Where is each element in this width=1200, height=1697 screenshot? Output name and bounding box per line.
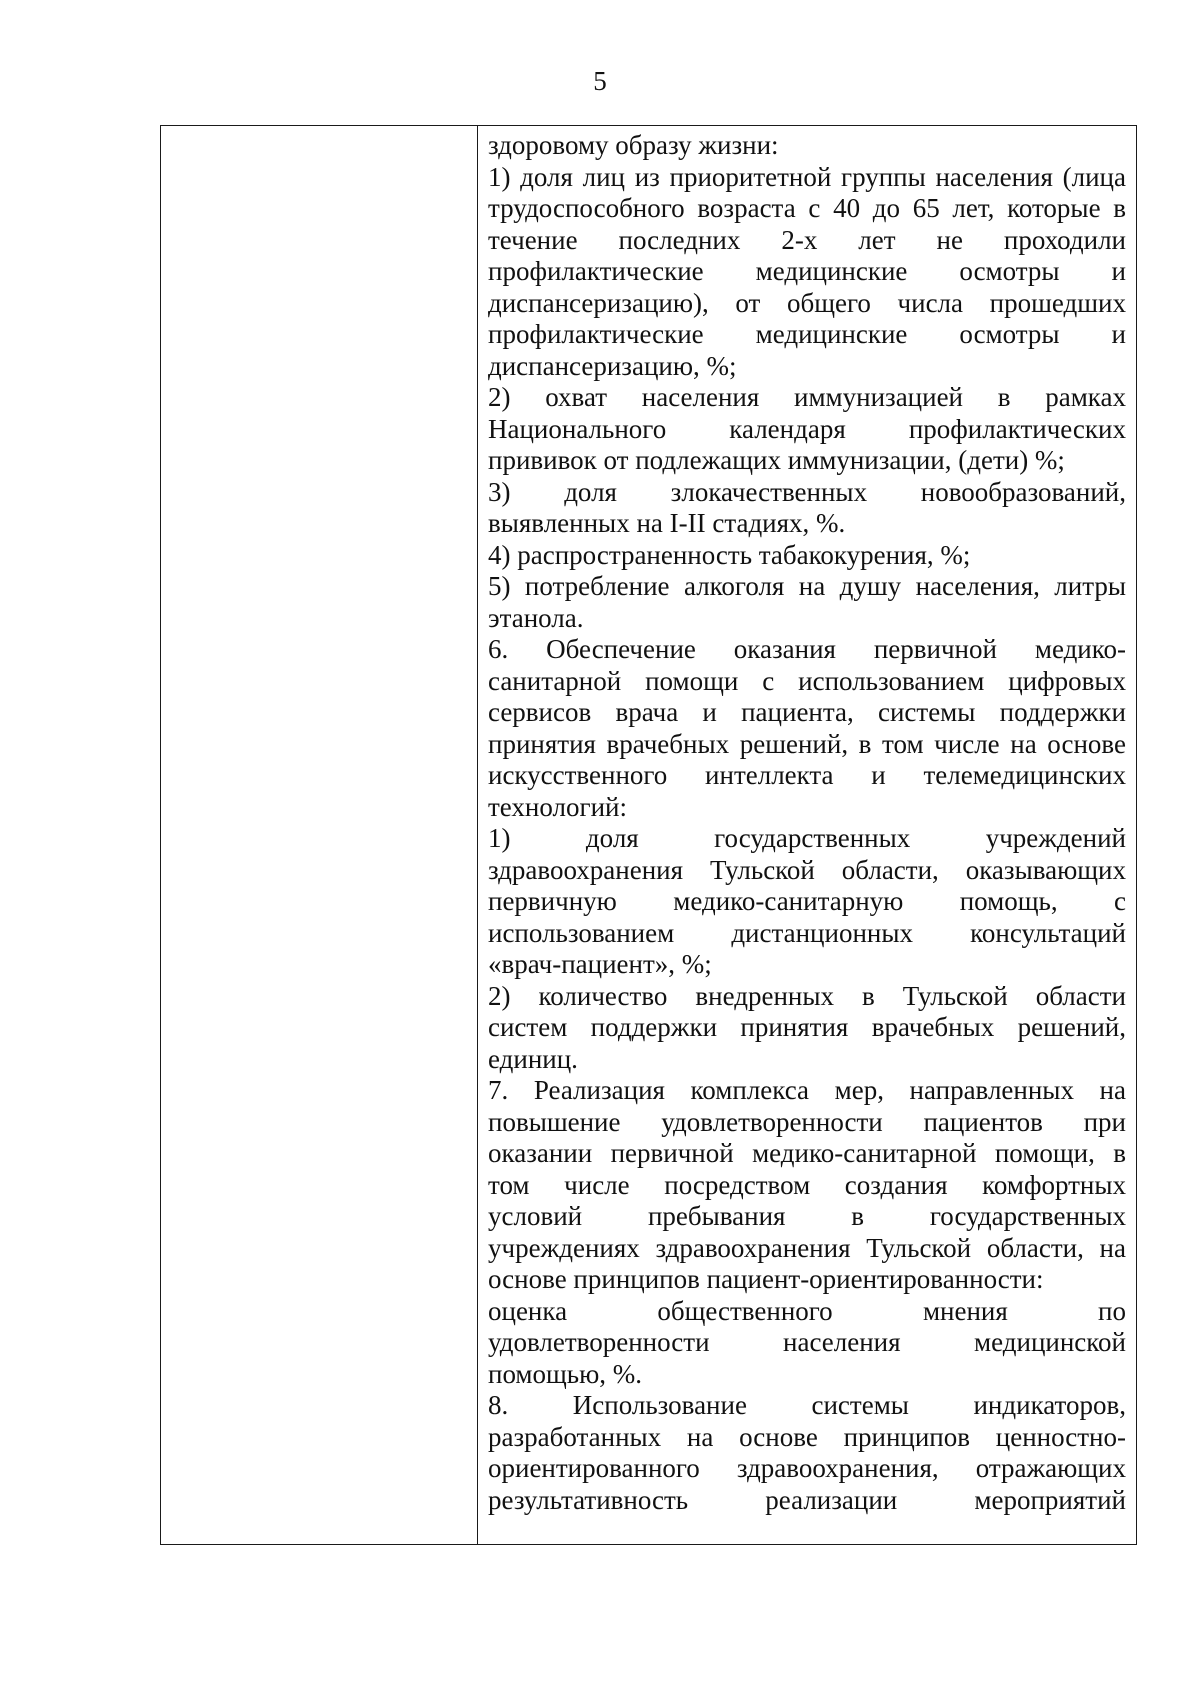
text-line: диспансеризацию), от общего числа прошедших — [488, 287, 1126, 318]
text-line: оценка общественного мнения по — [488, 1295, 1126, 1326]
text-line: 1) доля лиц из приоритетной группы населения (лица — [488, 161, 1126, 192]
text-line: профилактические медицинские осмотры и — [488, 256, 1126, 286]
text-line: 2) охват населения иммунизацией в рамках — [488, 382, 1126, 412]
text-line: основе принципов пациент-ориентированности: — [488, 1264, 1044, 1294]
text-line: 8. Использование системы индикаторов, — [488, 1390, 1126, 1420]
text-line: этанола. — [488, 602, 584, 633]
text-line: сервисов врача и пациента, системы поддержки — [488, 697, 1126, 727]
text-line: прививок от подлежащих иммунизации, (дети) %; — [488, 445, 1065, 475]
text-line: Национального календаря профилактических — [488, 413, 1126, 444]
text-line: оказании первичной медико-санитарной помощи, в — [488, 1138, 1126, 1168]
text-line: течение последних 2-х лет не проходили — [488, 224, 1126, 255]
text-line: выявленных на I-II стадиях, %. — [488, 508, 846, 538]
text-line: «врач-пациент», %; — [488, 949, 712, 979]
text-line: условий пребывания в государственных — [488, 1201, 1126, 1231]
text-line: удовлетворенности населения медицинской — [488, 1327, 1126, 1357]
text-line: трудоспособного возраста с 40 до 65 лет, которые в — [488, 193, 1126, 223]
page-number: 5 — [593, 66, 607, 96]
text-line: санитарной помощи с использованием цифровых — [488, 665, 1126, 696]
text-line: единиц. — [488, 1043, 578, 1074]
text-line: искусственного интеллекта и телемедицинских — [488, 760, 1126, 790]
text-line: диспансеризацию, %; — [488, 350, 737, 381]
text-line: 5) потребление алкоголя на душу населения, литры — [488, 571, 1126, 601]
text-line: учреждениях здравоохранения Тульской области, на — [488, 1232, 1126, 1263]
text-line: здоровому образу жизни: — [488, 130, 779, 160]
text-line: помощью, %. — [488, 1358, 643, 1389]
text-line: 6. Обеспечение оказания первичной медико- — [488, 634, 1126, 664]
text-line: использованием дистанционных консультаций — [488, 917, 1126, 948]
text-line: систем поддержки принятия врачебных решений, — [488, 1012, 1126, 1042]
text-line: первичную медико-санитарную помощь, с — [488, 886, 1126, 916]
text-line: технологий: — [488, 791, 627, 822]
text-line: том числе посредством создания комфортных — [488, 1169, 1126, 1200]
text-line: 7. Реализация комплекса мер, направленных на — [488, 1075, 1126, 1105]
text-line: 1) доля государственных учреждений — [488, 823, 1126, 853]
text-line: ориентированного здравоохранения, отражающих — [488, 1453, 1126, 1483]
text-line: принятия врачебных решений, в том числе на основе — [488, 728, 1126, 759]
text-line: профилактические медицинские осмотры и — [488, 319, 1126, 349]
text-line: результативность реализации мероприятий — [488, 1484, 1126, 1515]
content-table — [160, 125, 1137, 1545]
text-line: 4) распространенность табакокурения, %; — [488, 539, 971, 570]
text-line: повышение удовлетворенности пациентов при — [488, 1106, 1126, 1137]
table-cell-left — [161, 126, 478, 1545]
text-line: здравоохранения Тульской области, оказывающих — [488, 854, 1126, 885]
table-cell-right — [478, 126, 1137, 1545]
table-row — [161, 126, 1137, 1545]
cell-text — [478, 126, 1136, 1516]
text-line: 2) количество внедренных в Тульской области — [488, 980, 1126, 1011]
text-line: 3) доля злокачественных новообразований, — [488, 476, 1126, 507]
text-line: разработанных на основе принципов ценностно- — [488, 1421, 1126, 1452]
